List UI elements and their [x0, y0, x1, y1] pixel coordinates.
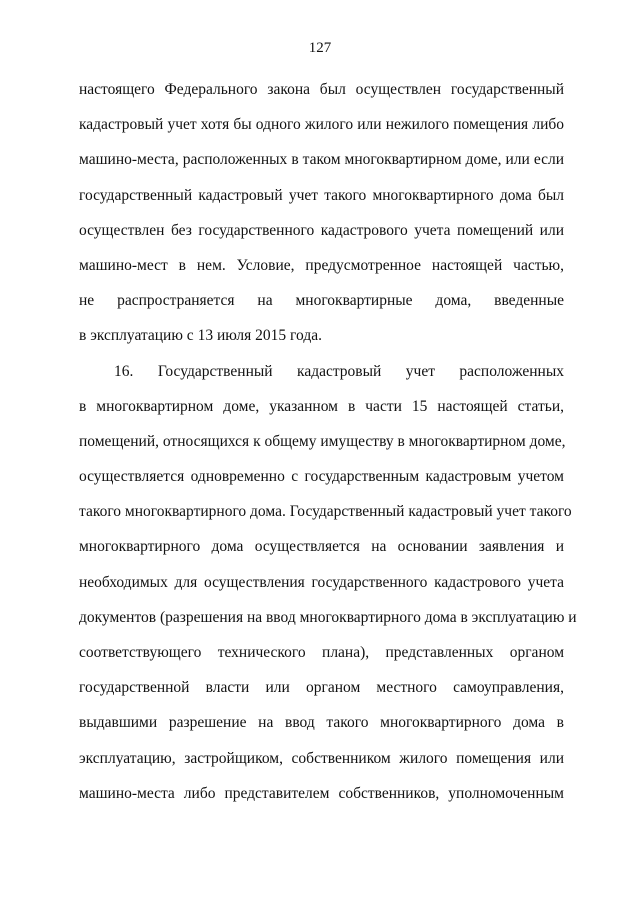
- text-line: документов (разрешения на ввод многоквартирного дома в эксплуатацию и: [79, 608, 577, 626]
- text-line: эксплуатацию, застройщиком, собственником жилого помещения или: [79, 749, 564, 767]
- text-line: выдавшими разрешение на ввод такого многоквартирного дома в: [79, 714, 564, 732]
- paragraph-16: [79, 354, 577, 811]
- text-line: соответствующего технического плана), представленных органом: [79, 644, 564, 661]
- text-line: в эксплуатацию с 13 июля 2015 года.: [79, 327, 322, 345]
- text-line: машино-места либо представителем собственников, уполномоченным: [79, 784, 564, 802]
- text-line: в многоквартирном доме, указанном в части 15 настоящей статьи,: [79, 397, 564, 415]
- text-line: государственный кадастровый учет такого многоквартирного дома был: [79, 186, 564, 204]
- text-line: машино-мест в нем. Условие, предусмотренное настоящей частью,: [79, 256, 564, 274]
- text-line: помещений, относящихся к общему имуществу в многоквартирном доме,: [79, 432, 566, 450]
- text-line: многоквартирного дома осуществляется на основании заявления и: [79, 538, 564, 556]
- paragraph-continuation: [79, 72, 564, 354]
- text-line: кадастровый учет хотя бы одного жилого или нежилого помещения либо: [79, 116, 564, 134]
- text-line: настоящего Федерального закона был осуществлен государственный: [79, 81, 564, 98]
- text-line: необходимых для осуществления государственного кадастрового учета: [79, 573, 564, 591]
- page-number: 127: [308, 40, 332, 56]
- text-line: 16. Государственный кадастровый учет расположенных: [114, 362, 564, 380]
- document-body: [79, 72, 577, 811]
- text-line: государственной власти или органом местного самоуправления,: [79, 679, 564, 697]
- text-line: осуществлен без государственного кадастрового учета помещений или: [79, 221, 564, 239]
- text-line: осуществляется одновременно с государственным кадастровым учетом: [79, 468, 564, 486]
- text-line: такого многоквартирного дома. Государственный кадастровый учет такого: [79, 503, 572, 521]
- text-line: машино-места, расположенных в таком многоквартирном доме, или если: [79, 151, 564, 169]
- text-line: не распространяется на многоквартирные дома, введенные: [79, 292, 564, 310]
